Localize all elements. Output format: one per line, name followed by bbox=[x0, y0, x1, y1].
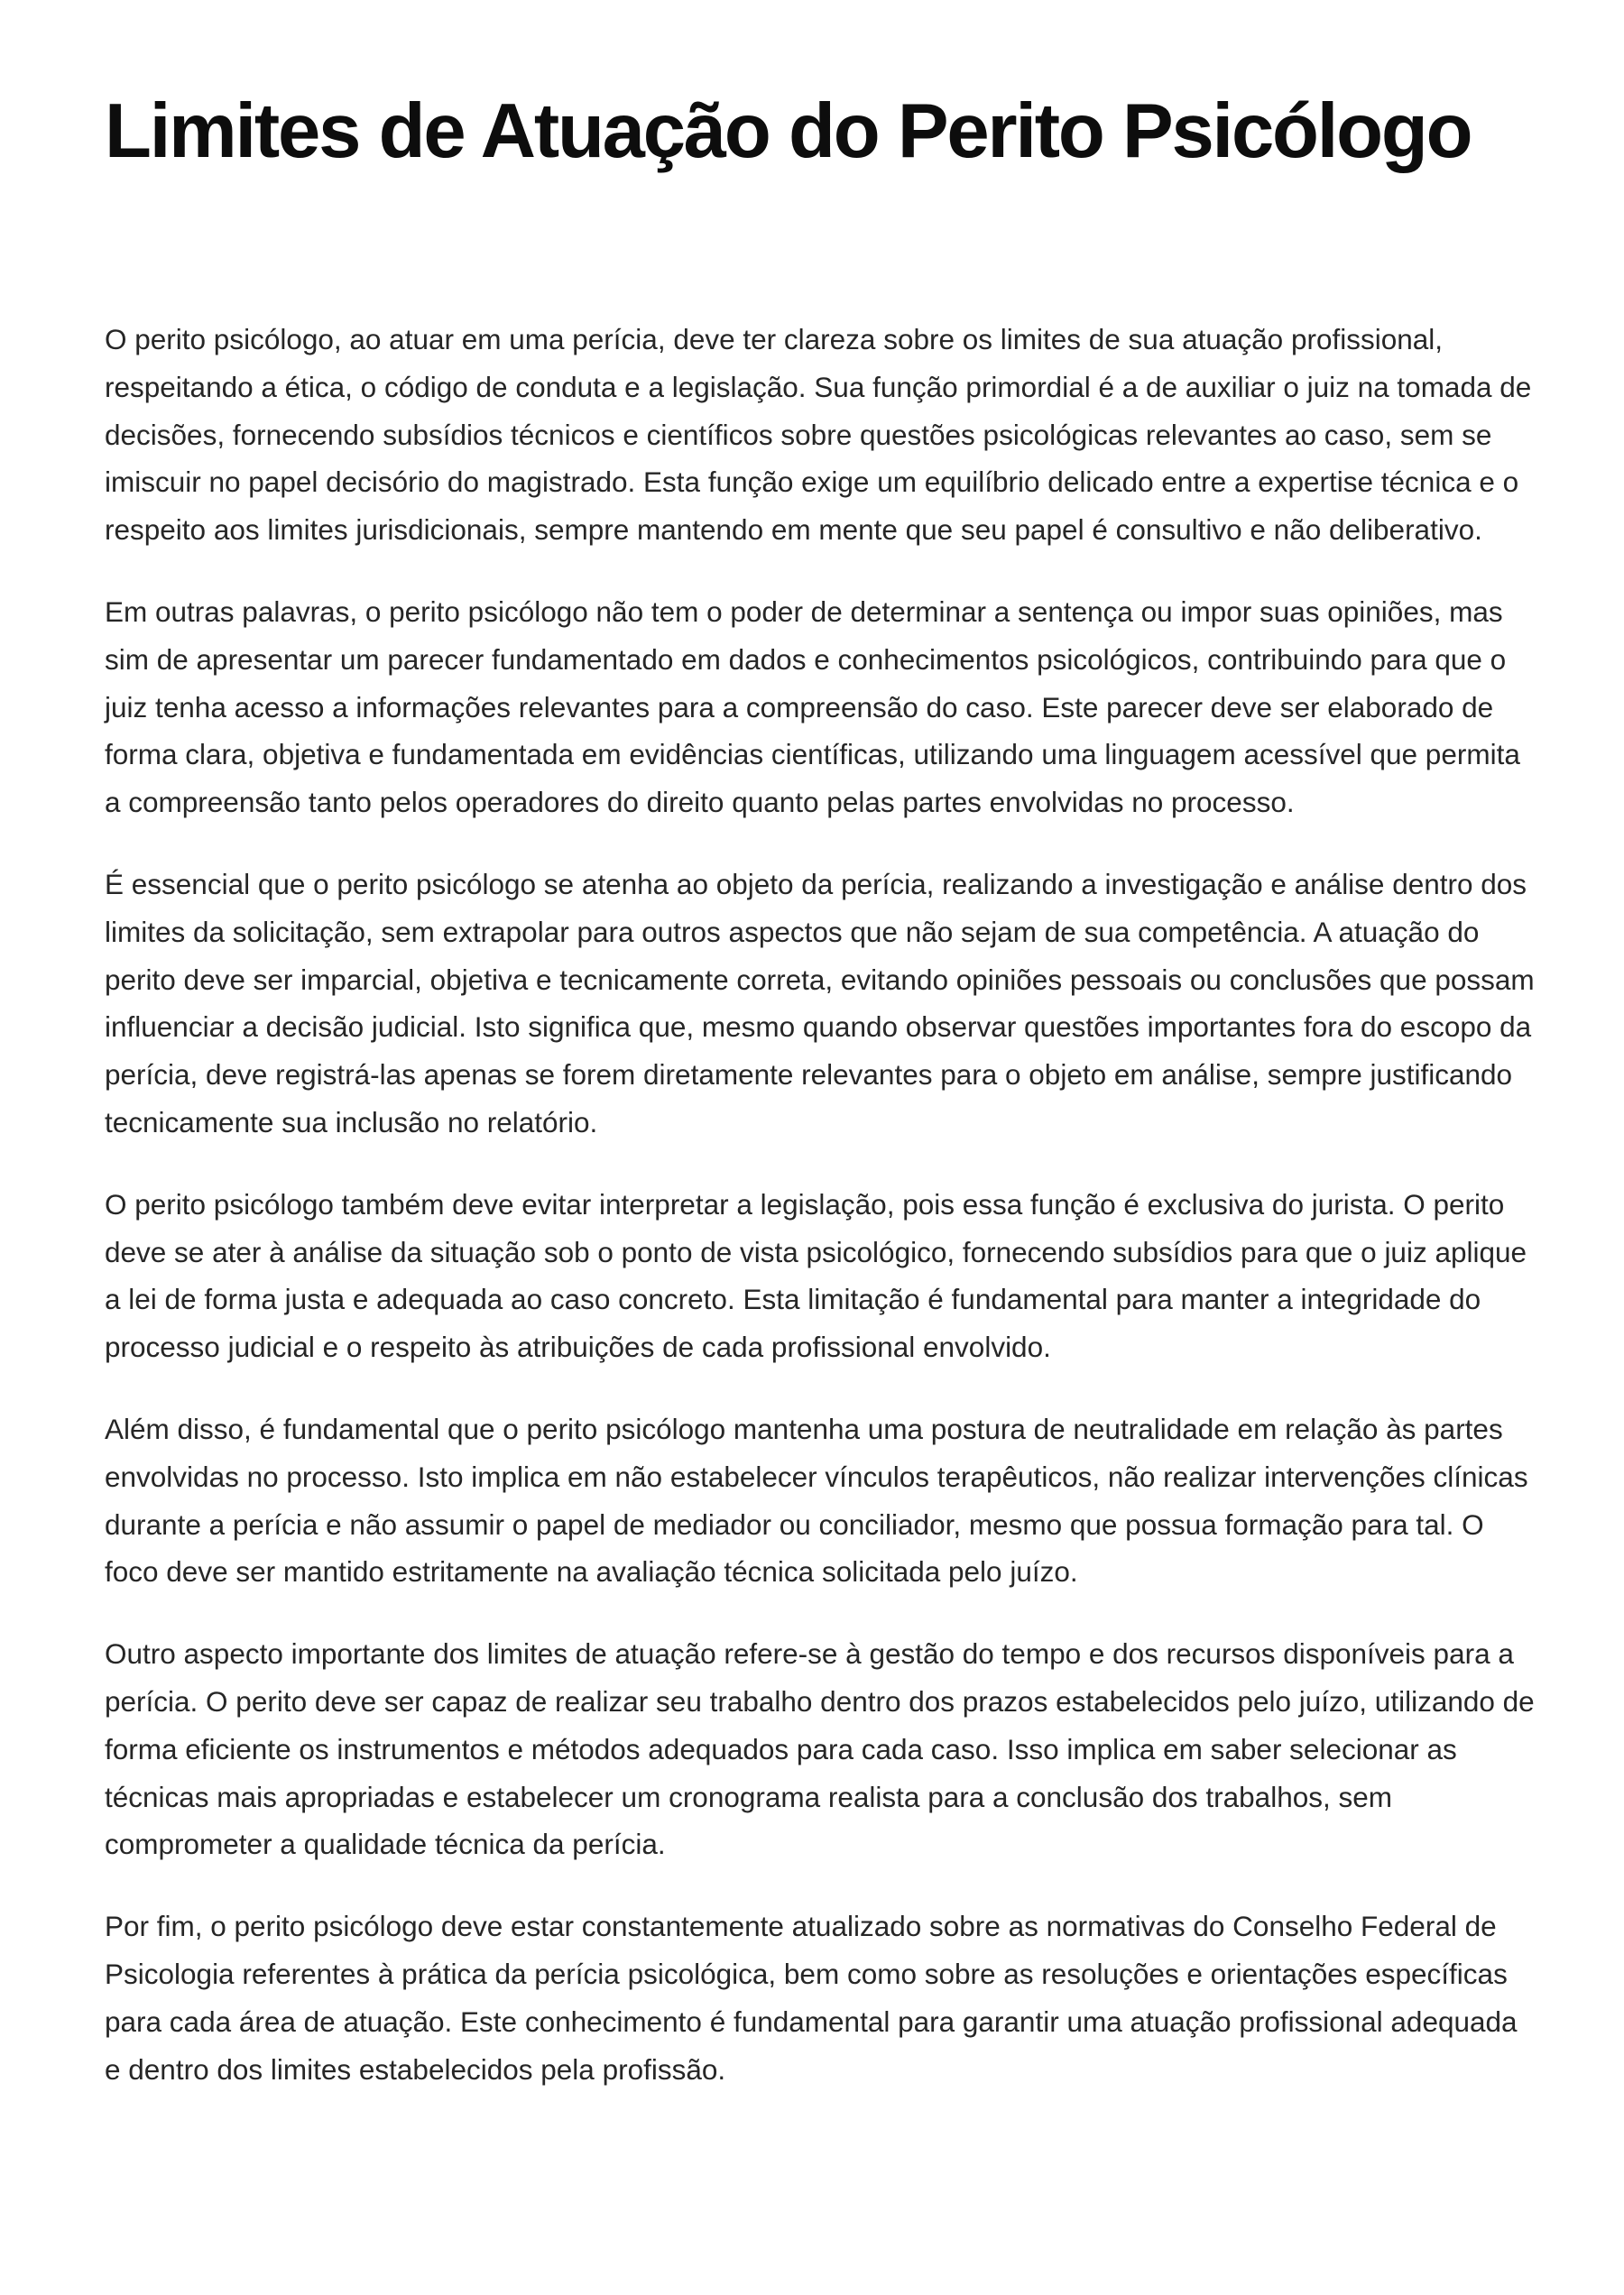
paragraph-7: Por fim, o perito psicólogo deve estar constantemente atualizado sobre as normativas do Conselho Federal de Psicologia referentes à prática da perícia psicológica, bem como sobre as resoluções e orientações específicas para cada área de atuação. Este conhecimento é fundamental para garantir uma atuação profissional adequada e dentro dos limites estabelecidos pela profissão. bbox=[105, 1910, 1518, 2086]
paragraph-6: Outro aspecto importante dos limites de atuação refere-se à gestão do tempo e dos recursos disponíveis para a perícia. O perito deve ser capaz de realizar seu trabalho dentro dos prazos estabelecidos pelo juízo, utilizando de forma eficiente os instrumentos e métodos adequados para cada caso. Isso implica em saber selecionar as técnicas mais apropriadas e estabelecer um cronograma realista para a conclusão dos trabalhos, sem comprometer a qualidade técnica da perícia. bbox=[105, 1637, 1535, 1861]
document-body bbox=[105, 316, 1539, 2093]
paragraph-3: É essencial que o perito psicólogo se atenha ao objeto da perícia, realizando a investigação e análise dentro dos limites da solicitação, sem extrapolar para outros aspectos que não sejam de sua competência. A atuação do perito deve ser imparcial, objetiva e tecnicamente correta, evitando opiniões pessoais ou conclusões que possam influenciar a decisão judicial. Isto significa que, mesmo quando observar questões importantes fora do escopo da perícia, deve registrá-las apenas se forem diretamente relevantes para o objeto em análise, sempre justificando tecnicamente sua inclusão no relatório. bbox=[105, 867, 1535, 1138]
page-title: Limites de Atuação do Perito Psicólogo bbox=[105, 88, 1472, 174]
paragraph-4: O perito psicólogo também deve evitar interpretar a legislação, pois essa função é exclusiva do jurista. O perito deve se ater à análise da situação sob o ponto de vista psicológico, fornecendo subsídios para que o juiz aplique a lei de forma justa e adequada ao caso concreto. Esta limitação é fundamental para manter a integridade do processo judicial e o respeito às atribuições de cada profissional envolvido. bbox=[105, 1187, 1527, 1364]
paragraph-2: Em outras palavras, o perito psicólogo não tem o poder de determinar a sentença ou impor suas opiniões, mas sim de apresentar um parecer fundamentado em dados e conhecimentos psicológicos, contribuindo para que o juiz tenha acesso a informações relevantes para a compreensão do caso. Este parecer deve ser elaborado de forma clara, objetiva e fundamentada em evidências científicas, utilizando uma linguagem acessível que permita a compreensão tanto pelos operadores do direito quanto pelas partes envolvidas no processo. bbox=[105, 594, 1520, 819]
paragraph-5: Além disso, é fundamental que o perito psicólogo mantenha uma postura de neutralidade em relação às partes envolvidas no processo. Isto implica em não estabelecer vínculos terapêuticos, não realizar intervenções clínicas durante a perícia e não assumir o papel de mediador ou conciliador, mesmo que possua formação para tal. O foco deve ser mantido estritamente na avaliação técnica solicitada pelo juízo. bbox=[105, 1412, 1528, 1589]
paragraph-1: O perito psicólogo, ao atuar em uma perícia, deve ter clareza sobre os limites de sua atuação profissional, respeitando a ética, o código de conduta e a legislação. Sua função primordial é a de auxiliar o juiz na tomada de decisões, fornecendo subsídios técnicos e científicos sobre questões psicológicas relevantes ao caso, sem se imiscuir no papel decisório do magistrado. Esta função exige um equilíbrio delicado entre a expertise técnica e o respeito aos limites jurisdicionais, sempre mantendo em mente que seu papel é consultivo e não deliberativo. bbox=[105, 323, 1532, 547]
document-page bbox=[105, 83, 1539, 2127]
